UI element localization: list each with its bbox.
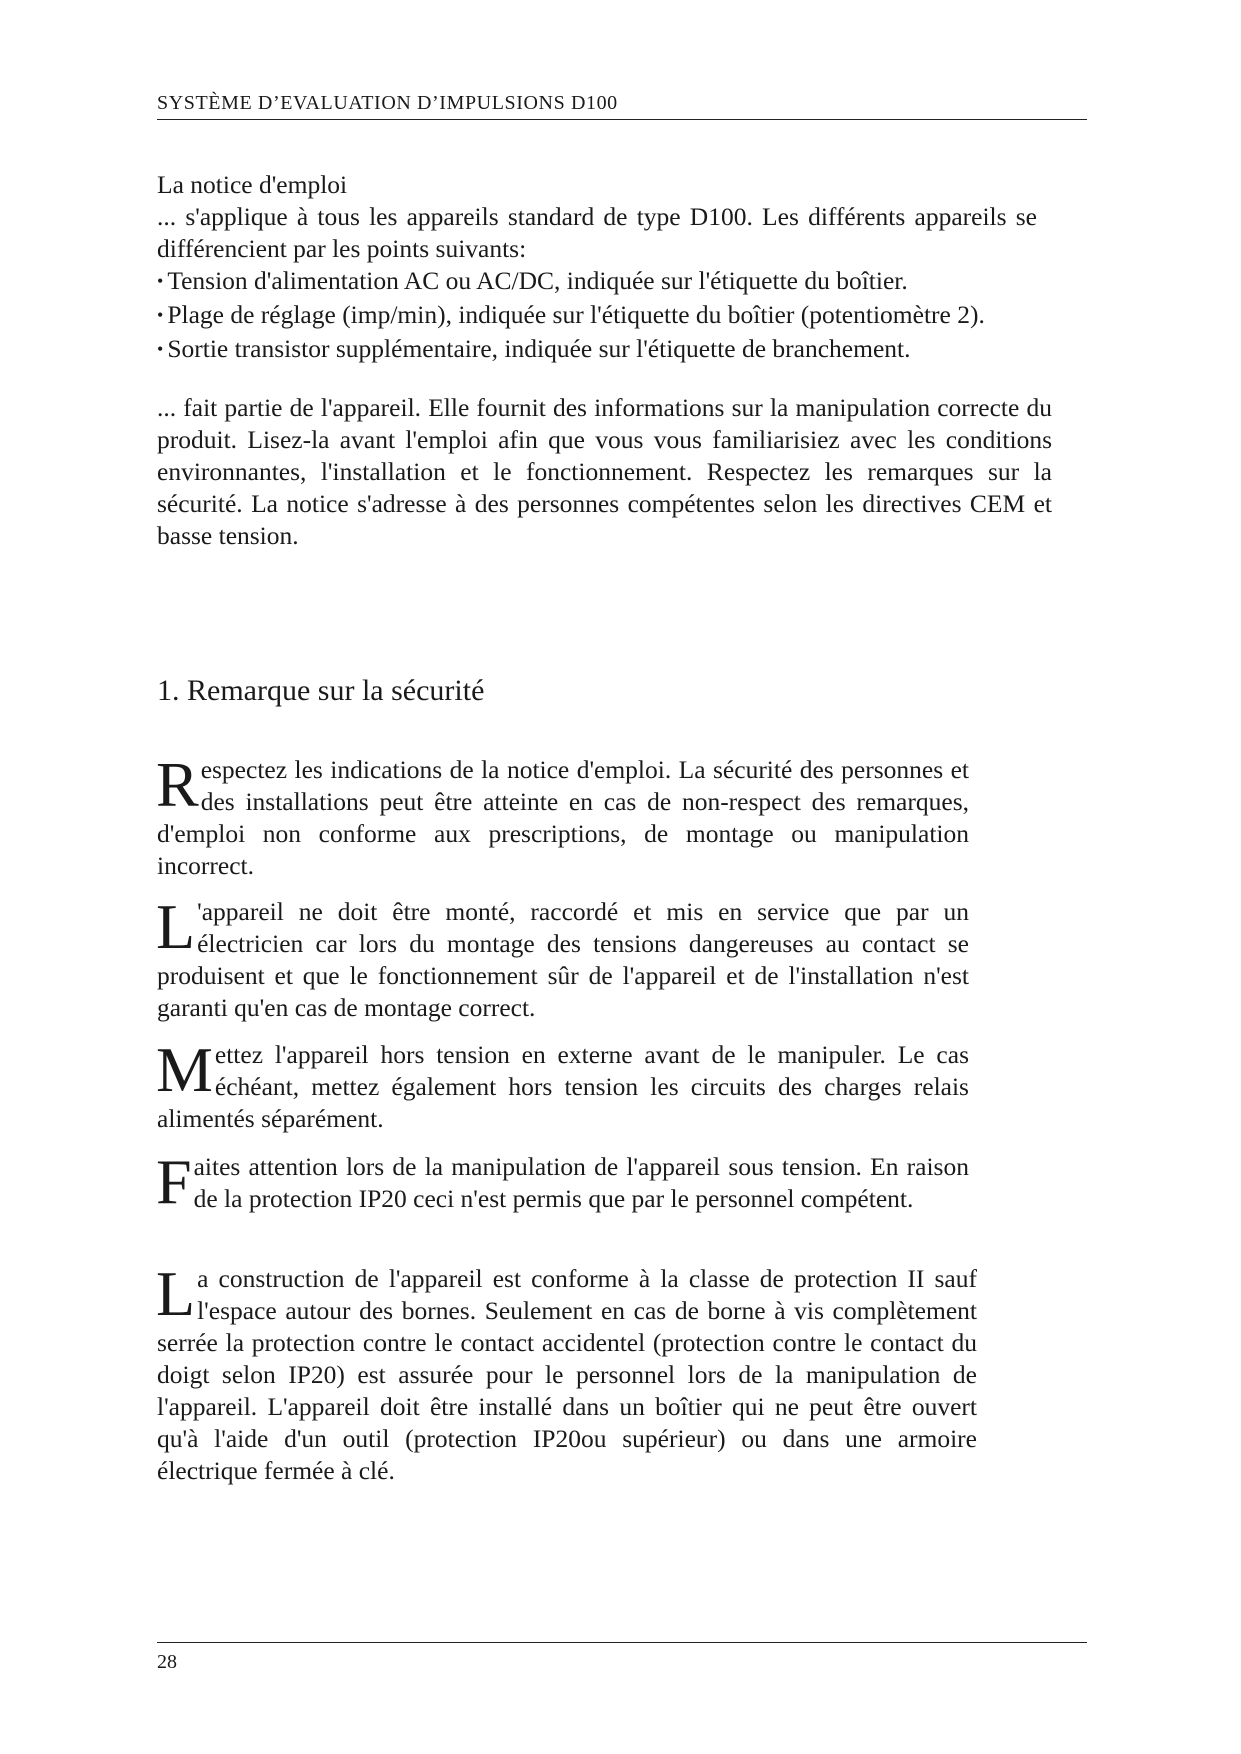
running-header [157,92,1087,115]
feature-list [157,265,1057,367]
paragraph-text: espectez les indications de la notice d'emploi. La sécurité des personnes et des installations peut être atteinte en cas de non-respect des remarques, d'emploi non conforme aux prescriptions, de montage ou manipulation incorrect. [157,755,969,880]
drop-cap: L [156,1258,196,1329]
safety-paragraph [156,749,969,882]
list-item-text: Plage de réglage (imp/min), indiquée sur l'étiquette du boîtier (potentiomètre 2). [167,300,985,329]
intro-paragraph: ... s'applique à tous les appareils standard de type D100. Les différents appareils se différencient par les points suivants: [157,202,1037,263]
list-item [157,333,1057,367]
list-item-text: Sortie transistor supplémentaire, indiquée sur l'étiquette de branchement. [167,334,911,363]
list-item [157,265,1057,299]
paragraph-text: 'appareil ne doit être monté, raccordé et mis en service que par un électricien car lors du montage des tensions dangereuses au contact se produisent et que le fonctionnement sûr de l'appareil et de l'installation n'est garanti qu'en cas de montage correct. [157,897,969,1022]
intro-title: La notice d'emploi [157,170,348,199]
paragraph-text: aites attention lors de la manipulation de l'appareil sous tension. En raison de la protection IP20 ceci n'est permis que par le personnel compétent. [193,1152,969,1213]
notice-paragraph: ... fait partie de l'appareil. Elle fournit des informations sur la manipulation correcte du produit. Lisez-la avant l'emploi afin que vous vous familiarisiez avec les conditions environnantes, l'installation et le fonctionnement. Respectez les remarques sur la sécurité. La notice s'adresse à des personnes compétentes selon les directives CEM et basse tension. [157,393,1052,550]
drop-cap: R [156,749,199,820]
header-model: D100 [570,92,618,114]
bullet-icon: • [157,339,164,359]
bullet-icon: • [157,271,164,291]
safety-paragraph [156,1258,977,1487]
page-number: 28 [157,1651,177,1673]
footer-rule [157,1642,1087,1643]
header-title: SYSTÈME D’EVALUATION D’IMPULSIONS [157,92,566,114]
safety-paragraph [156,891,969,1024]
paragraph-text: a construction de l'appareil est conforme à la classe de protection II sauf l'espace autour des bornes. Seulement en cas de borne à vis complètement serrée la protection contre le contact accidentel (protection contre le contact du doigt selon IP20) est assurée pour le personnel lors de la manipulation de l'appareil. L'appareil doit être installé dans un boîtier qui ne peut être ouvert qu'à l'aide d'un outil (protection IP20ou supérieur) ou dans une armoire électrique fermée à clé. [157,1264,977,1485]
paragraph-text: ettez l'appareil hors tension en externe avant de le manipuler. Le cas échéant, mettez également hors tension les circuits des charges relais alimentés séparément. [157,1040,969,1133]
list-item [157,299,1057,333]
drop-cap: F [156,1146,192,1217]
safety-paragraph [156,1146,969,1217]
section-heading: 1. Remarque sur la sécurité [157,674,485,707]
drop-cap: M [156,1034,213,1105]
bullet-icon: • [157,305,164,325]
list-item-text: Tension d'alimentation AC ou AC/DC, indiquée sur l'étiquette du boîtier. [167,266,908,295]
safety-paragraph [156,1034,969,1135]
drop-cap: L [156,891,196,962]
header-rule [157,119,1087,120]
